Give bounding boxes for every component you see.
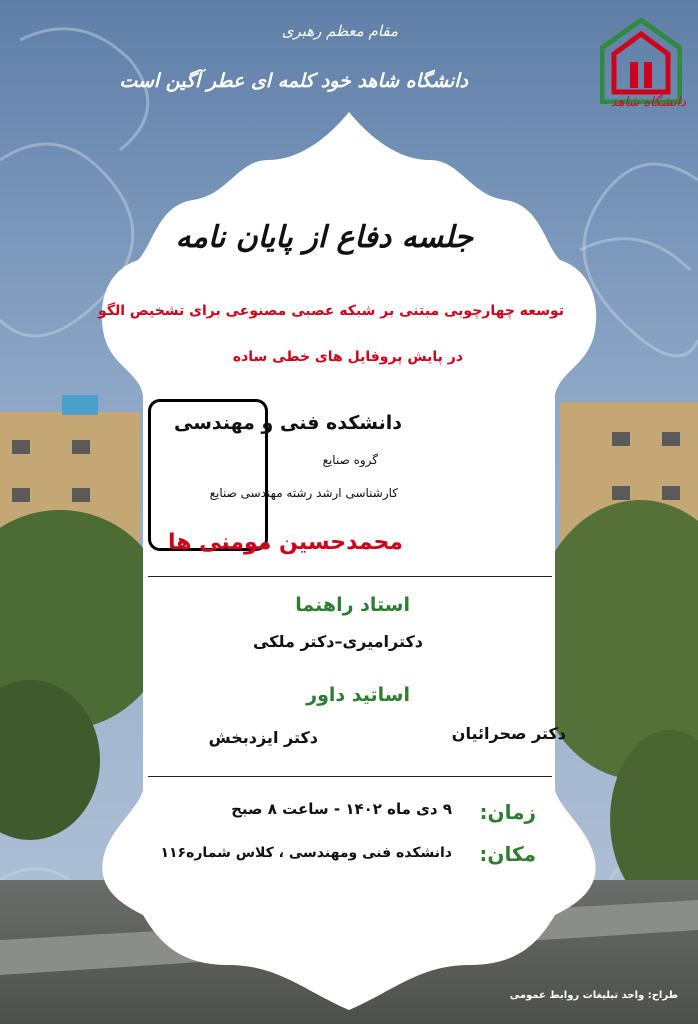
thesis-title-line-2: در پایش پروفایل های خطی ساده	[232, 349, 463, 365]
leader-quote: مقام معظم رهبری	[281, 22, 398, 40]
student-name: محمدحسین مومنی ها	[167, 530, 403, 555]
advisor-heading: استاد راهنما	[295, 594, 410, 616]
department-name: گروه صنایع	[322, 453, 378, 467]
thesis-title-line-1: توسعه چهارچوبی مبتنی بر شبکه عصبی مصنوعی برای تشخیص الگو	[98, 303, 564, 319]
time-value: ۹ دی ماه ۱۴۰۲ - ساعت ۸ صبح	[231, 800, 452, 818]
university-slogan: دانشگاه شاهد خود کلمه ای عطر آگین است	[119, 70, 468, 92]
advisor-names: دکترامیری–دکتر ملکی	[252, 632, 423, 651]
university-logo	[600, 18, 682, 104]
faculty-name: دانشکده فنی و مهندسی	[174, 412, 402, 434]
referee-name-2: دکتر ایزدبخش	[208, 728, 318, 747]
referee-heading: اساتید داور	[306, 684, 410, 706]
university-logo-text: دانشگاه شاهد	[610, 95, 686, 110]
designer-credit: طراح: واحد تبلیغات روابط عمومی	[509, 990, 678, 1001]
place-label: مکان:	[479, 842, 536, 866]
page-title: جلسه دفاع از پایان نامه	[175, 220, 473, 255]
degree-program: کارشناسی ارشد رشته مهندسی صنایع	[209, 486, 398, 500]
time-label: زمان:	[479, 800, 536, 824]
divider-top	[148, 576, 552, 577]
referee-name-1: دکتر صحرائیان	[451, 724, 566, 743]
place-value: دانشکده فنی ومهندسی ، کلاس شماره۱۱۶	[160, 845, 452, 861]
divider-bottom	[148, 776, 552, 777]
